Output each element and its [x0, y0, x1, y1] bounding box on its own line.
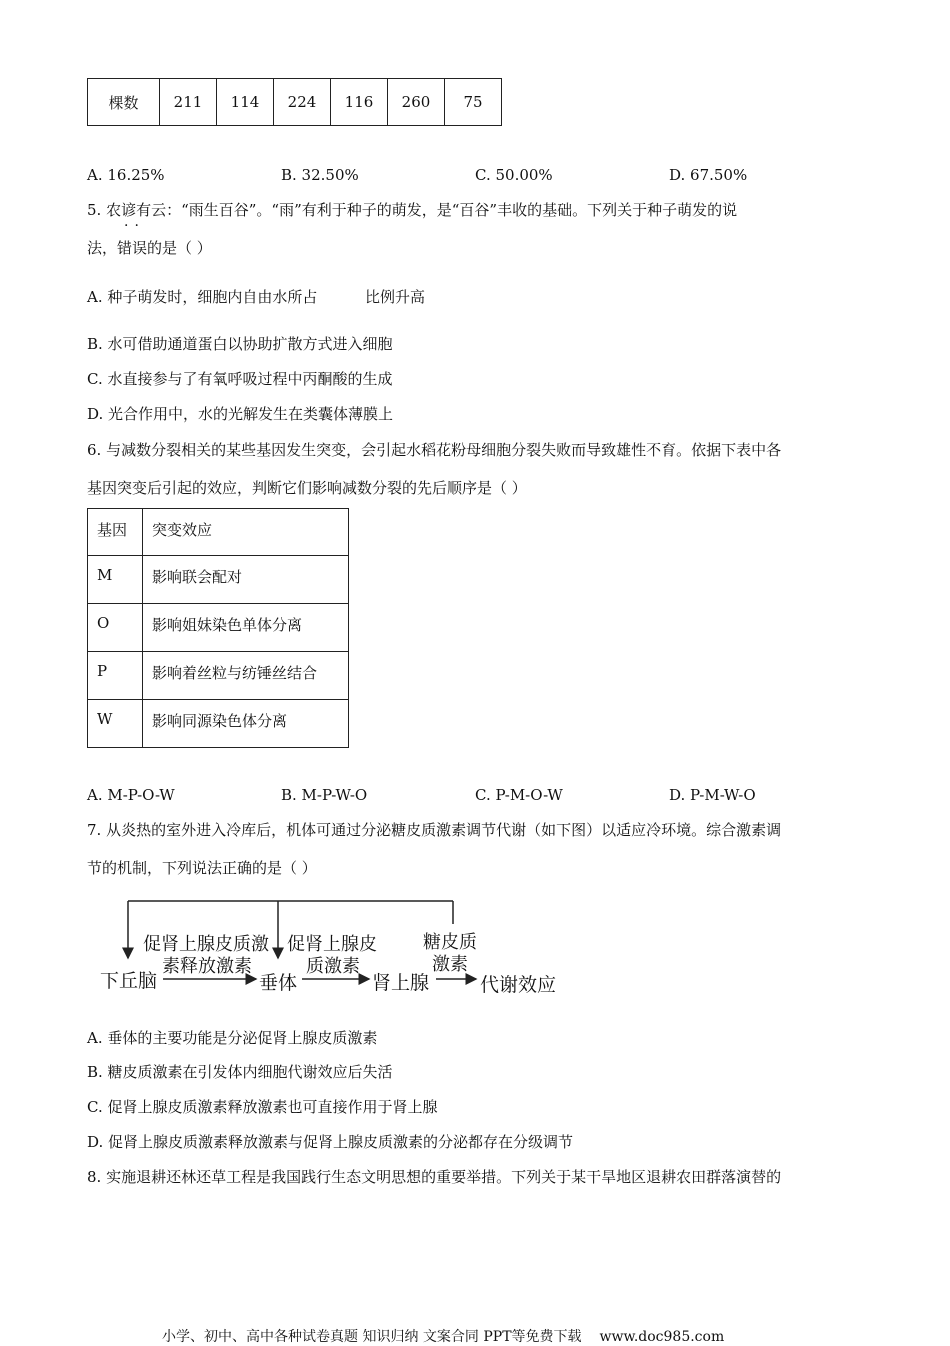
- q5-option-d: D. 光合作用中，水的光解发生在类囊体薄膜上: [87, 405, 394, 423]
- table-cell: 影响姐妹染色单体分离: [143, 604, 349, 652]
- label-acth-line2: 质激素: [306, 956, 360, 977]
- emphasis-dots: ··: [124, 218, 145, 234]
- top-data-table: [87, 78, 502, 126]
- page-footer: [162, 1326, 724, 1346]
- table-header-cell: 突变效应: [143, 509, 349, 556]
- q6-option-b: B. M-P-W-O: [281, 786, 368, 804]
- label-crh-line1: 促肾上腺皮质激: [143, 934, 269, 955]
- table-cell: 棵数: [88, 79, 160, 126]
- q7-option-b: B. 糖皮质激素在引发体内细胞代谢效应后失活: [87, 1063, 393, 1081]
- q6-option-a: A. M-P-O-W: [87, 786, 175, 804]
- table-cell: 224: [274, 79, 331, 126]
- table-cell: 211: [160, 79, 217, 126]
- table-cell: 75: [445, 79, 502, 126]
- table-header-row: [88, 509, 349, 556]
- q7-stem-line2: 节的机制，下列说法正确的是（ ）: [87, 859, 317, 877]
- q4-option-c: C. 50.00%: [475, 166, 553, 184]
- q5-stem-line2: 法，错误的是（ ）: [87, 239, 212, 257]
- table-row: [88, 700, 349, 748]
- node-adrenal: 肾上腺: [372, 972, 430, 994]
- label-acth-line1: 促肾上腺皮: [287, 934, 377, 955]
- label-glucocorticoid-line2: 激素: [432, 954, 468, 975]
- table-cell: 影响着丝粒与纺锤丝结合: [143, 652, 349, 700]
- q7-option-d: D. 促肾上腺皮质激素释放激素与促肾上腺皮质激素的分泌都存在分级调节: [87, 1133, 574, 1151]
- q5-option-c: C. 水直接参与了有氧呼吸过程中丙酮酸的生成: [87, 370, 393, 388]
- table-row: [88, 652, 349, 700]
- node-metabolic-effect: 代谢效应: [480, 974, 557, 996]
- q5-stem-line1: 5. 农谚有云：“雨生百谷”。“雨”有利于种子的萌发，是“百谷”丰收的基础。下列关于种子萌发的说: [87, 201, 738, 219]
- node-pituitary: 垂体: [259, 972, 298, 994]
- q5-option-b: B. 水可借助通道蛋白以协助扩散方式进入细胞: [87, 335, 393, 353]
- table-row: [88, 556, 349, 604]
- label-crh-line2: 素释放激素: [162, 956, 252, 977]
- table-row: [88, 79, 502, 126]
- table-cell: O: [88, 604, 143, 652]
- footer-link[interactable]: www.doc985.com: [599, 1329, 725, 1345]
- q7-option-c: C. 促肾上腺皮质激素释放激素也可直接作用于肾上腺: [87, 1098, 438, 1116]
- label-glucocorticoid-line1: 糖皮质: [423, 932, 477, 953]
- table-cell: 114: [217, 79, 274, 126]
- q6-option-d: D. P-M-W-O: [669, 786, 756, 804]
- q5-option-a: A. 种子萌发时，细胞内自由水所占 比例升高: [87, 288, 426, 306]
- table-cell: 影响联会配对: [143, 556, 349, 604]
- table-cell: M: [88, 556, 143, 604]
- q8-stem-line1: 8. 实施退耕还林还草工程是我国践行生态文明思想的重要举措。下列关于某干旱地区退耕农田群落演替的: [87, 1168, 782, 1186]
- table-cell: P: [88, 652, 143, 700]
- q4-option-a: A. 16.25%: [87, 166, 165, 184]
- q6-stem-line1: 6. 与减数分裂相关的某些基因发生突变，会引起水稻花粉母细胞分裂失败而导致雄性不育。依据下表中各: [87, 441, 782, 459]
- table-header-cell: 基因: [88, 509, 143, 556]
- q6-option-c: C. P-M-O-W: [475, 786, 563, 804]
- q4-option-b: B. 32.50%: [281, 166, 359, 184]
- table-cell: 116: [331, 79, 388, 126]
- q6-stem-line2: 基因突变后引起的效应，判断它们影响减数分裂的先后顺序是（ ）: [87, 479, 527, 497]
- q7-option-a: A. 垂体的主要功能是分泌促肾上腺皮质激素: [87, 1029, 378, 1047]
- q7-stem-line1: 7. 从炎热的室外进入冷库后，机体可通过分泌糖皮质激素调节代谢（如下图）以适应冷环境。综合激素调: [87, 821, 782, 839]
- gene-effect-table: [87, 508, 349, 748]
- table-cell: 260: [388, 79, 445, 126]
- q4-option-d: D. 67.50%: [669, 166, 748, 184]
- table-row: [88, 604, 349, 652]
- table-cell: W: [88, 700, 143, 748]
- node-hypothalamus: 下丘脑: [100, 970, 158, 992]
- table-cell: 影响同源染色体分离: [143, 700, 349, 748]
- footer-text: 小学、初中、高中各种试卷真题 知识归纳 文案合同 PPT等免费下载: [162, 1329, 582, 1345]
